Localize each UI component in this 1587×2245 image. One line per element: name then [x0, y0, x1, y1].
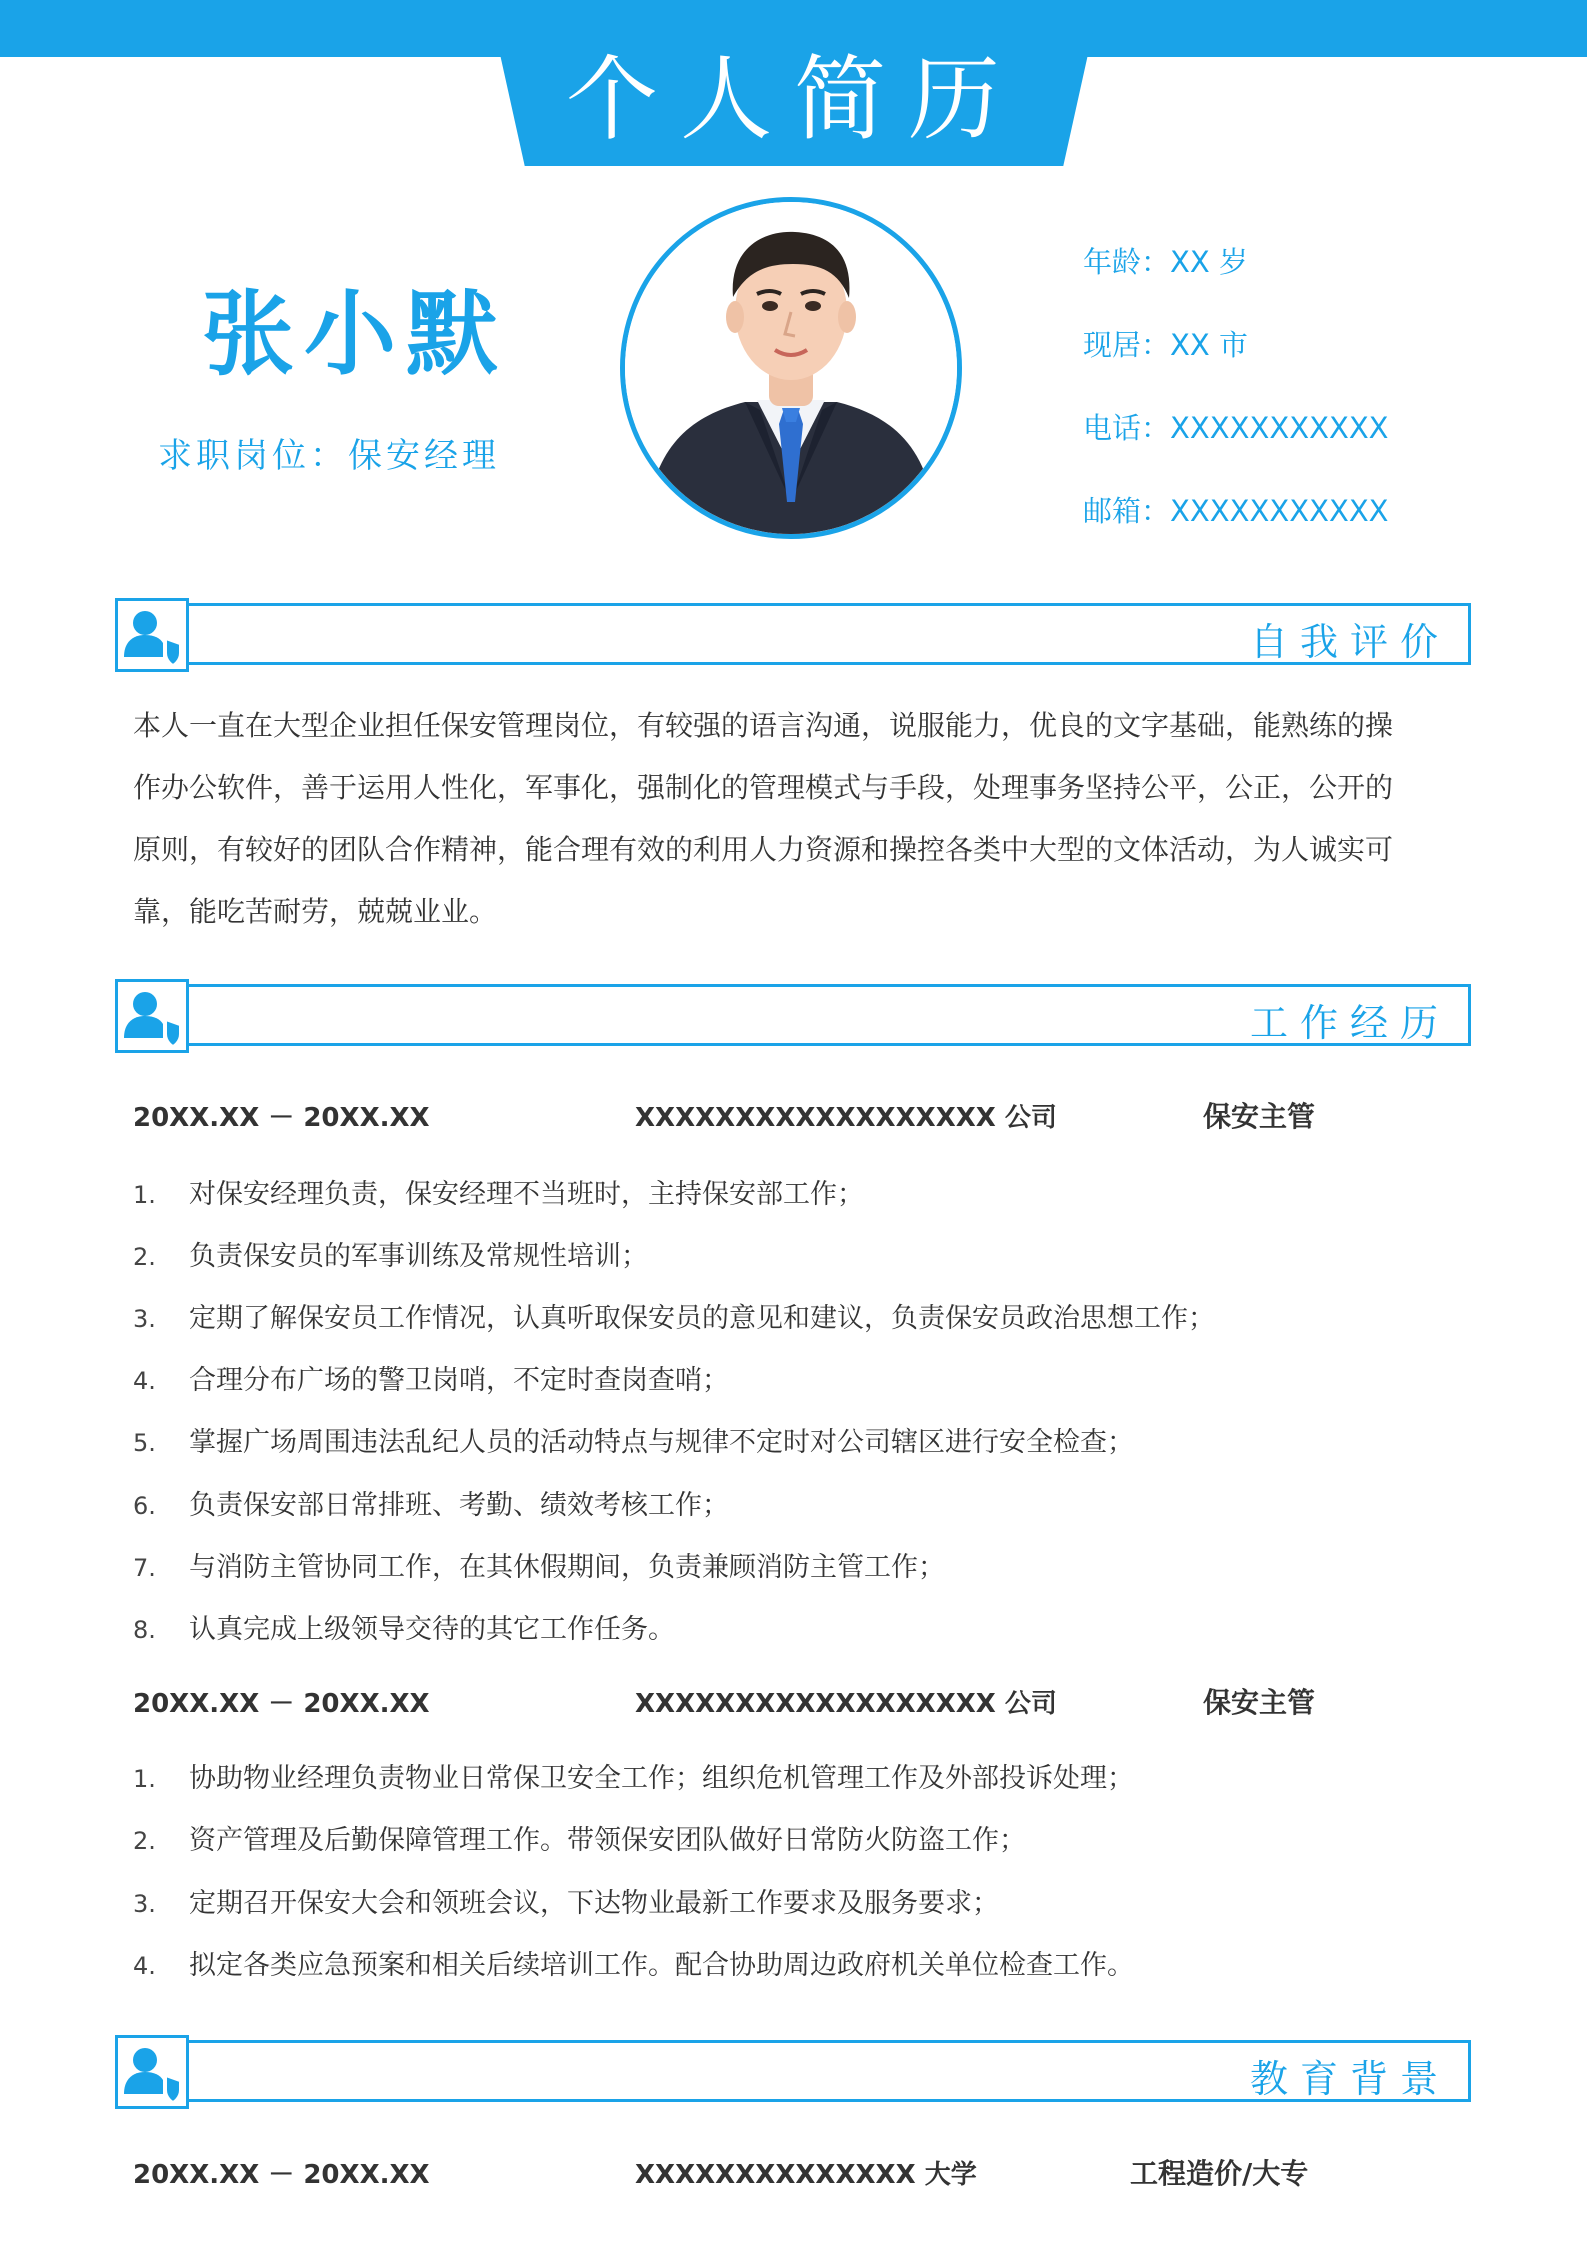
candidate-name: 张小默: [201, 281, 508, 388]
item-text: 拟定各类应急预案和相关后续培训工作。配合协助周边政府机关单位检查工作。: [189, 1950, 1134, 1981]
contact-age: [1083, 240, 1248, 281]
self-eval-line: 作办公软件，善于运用人性化，军事化，强制化的管理模式与手段，处理事务坚持公平，公正，公开的: [133, 771, 1394, 804]
contact-email: [1083, 489, 1389, 530]
list-item: [133, 1234, 648, 1273]
avatar: [620, 197, 962, 539]
section-icon-box: [115, 598, 189, 672]
list-item: [133, 1756, 1134, 1795]
section-title-self-eval: 自我评价: [1249, 620, 1450, 664]
job-target: [158, 428, 500, 477]
contact-value: XX 市: [1170, 328, 1248, 362]
job-role: 保安主管: [1203, 1100, 1316, 1133]
list-item: [133, 1818, 1026, 1857]
item-text: 负责保安部日常排班、考勤、绩效考核工作；: [189, 1490, 729, 1521]
section-title-work: 工作经历: [1249, 1001, 1450, 1045]
item-number: 2.: [133, 1827, 156, 1855]
list-item: [133, 1420, 1134, 1459]
job-role: 保安主管: [1203, 1686, 1316, 1719]
section-title-education: 教育背景: [1249, 2057, 1450, 2101]
section-icon-box: [115, 2035, 189, 2109]
contact-value: XXXXXXXXXXX: [1170, 494, 1389, 528]
item-text: 认真完成上级领导交待的其它工作任务。: [189, 1614, 675, 1645]
job-label: 求职岗位：: [158, 436, 348, 476]
item-number: 1.: [133, 1765, 156, 1793]
contact-value: XX 岁: [1170, 245, 1248, 279]
list-item: [133, 1358, 729, 1397]
contact-value: XXXXXXXXXXX: [1170, 411, 1389, 445]
contact-phone: [1083, 406, 1389, 447]
user-shield-icon: [118, 601, 186, 669]
list-item: [133, 1607, 675, 1646]
job-value: 保安经理: [348, 436, 500, 476]
item-text: 掌握广场周围违法乱纪人员的活动特点与规律不定时对公司辖区进行安全检查；: [189, 1427, 1134, 1458]
item-number: 3.: [133, 1305, 156, 1333]
item-number: 5.: [133, 1429, 156, 1457]
item-number: 6.: [133, 1492, 156, 1520]
edu-major: 工程造价/大专: [1130, 2157, 1309, 2190]
item-number: 4.: [133, 1367, 156, 1395]
avatar-portrait: [625, 202, 957, 534]
job-date: 20XX.XX － 20XX.XX: [133, 1103, 430, 1133]
contact-residence: [1083, 323, 1248, 364]
item-text: 合理分布广场的警卫岗哨，不定时查岗查哨；: [189, 1365, 729, 1396]
contact-label: 现居：: [1083, 328, 1171, 362]
item-number: 1.: [133, 1181, 156, 1209]
job-company: XXXXXXXXXXXXXXXXXX 公司: [635, 1103, 1057, 1133]
contact-label: 电话：: [1083, 411, 1171, 445]
item-text: 定期召开保安大会和领班会议，下达物业最新工作要求及服务要求；: [189, 1888, 999, 1919]
self-eval-line: 靠，能吃苦耐劳，兢兢业业。: [133, 895, 498, 928]
list-item: [133, 1881, 999, 1920]
item-number: 4.: [133, 1952, 156, 1980]
contact-label: 年龄：: [1083, 245, 1171, 279]
item-number: 3.: [133, 1890, 156, 1918]
self-eval-line: 原则，有较好的团队合作精神，能合理有效的利用人力资源和操控各类中大型的文体活动，为人诚实可: [133, 833, 1394, 866]
item-number: 7.: [133, 1554, 156, 1582]
document-title: 个人简历: [565, 46, 1022, 153]
list-item: [133, 1296, 1215, 1335]
contact-label: 邮箱：: [1083, 494, 1171, 528]
job-date: 20XX.XX － 20XX.XX: [133, 1689, 430, 1719]
job-company: XXXXXXXXXXXXXXXXXX 公司: [635, 1689, 1057, 1719]
user-shield-icon: [118, 982, 186, 1050]
item-text: 对保安经理负责，保安经理不当班时，主持保安部工作；: [189, 1179, 864, 1210]
section-icon-box: [115, 979, 189, 1053]
list-item: [133, 1545, 945, 1584]
item-number: 2.: [133, 1243, 156, 1271]
list-item: [133, 1943, 1134, 1982]
item-text: 资产管理及后勤保障管理工作。带领保安团队做好日常防火防盗工作；: [189, 1825, 1026, 1856]
item-number: 8.: [133, 1616, 156, 1644]
item-text: 定期了解保安员工作情况，认真听取保安员的意见和建议，负责保安员政治思想工作；: [189, 1303, 1215, 1334]
item-text: 协助物业经理负责物业日常保卫安全工作；组织危机管理工作及外部投诉处理；: [189, 1763, 1134, 1794]
edu-school: XXXXXXXXXXXXXX 大学: [635, 2160, 977, 2190]
edu-date: 20XX.XX － 20XX.XX: [133, 2160, 430, 2190]
list-item: [133, 1172, 864, 1211]
item-text: 与消防主管协同工作，在其休假期间，负责兼顾消防主管工作；: [189, 1552, 945, 1583]
list-item: [133, 1483, 729, 1522]
self-eval-line: 本人一直在大型企业担任保安管理岗位，有较强的语言沟通，说服能力，优良的文字基础，能熟练的操: [133, 709, 1394, 742]
item-text: 负责保安员的军事训练及常规性培训；: [189, 1241, 648, 1272]
user-shield-icon: [118, 2038, 186, 2106]
